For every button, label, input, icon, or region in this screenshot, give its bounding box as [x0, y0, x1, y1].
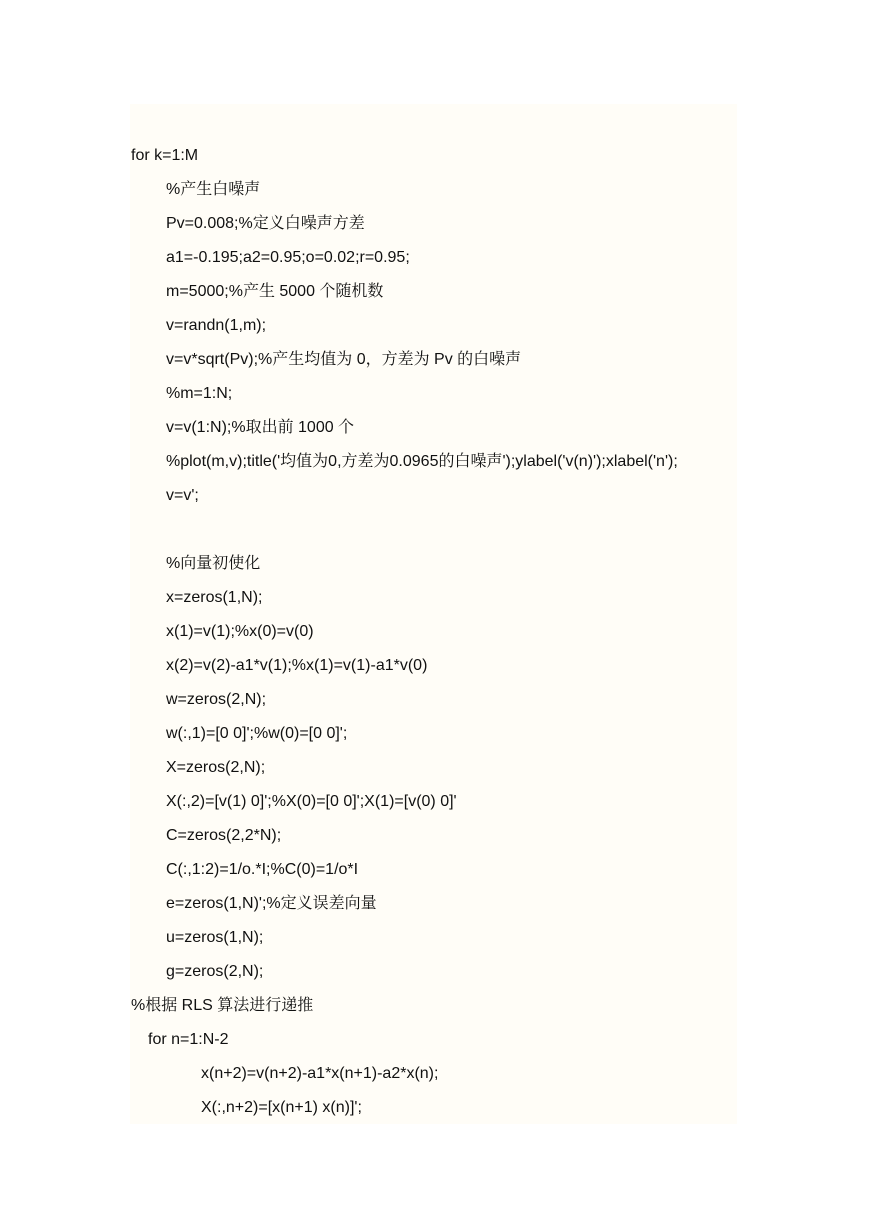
code-line-randn: v=randn(1,m);: [166, 317, 267, 334]
code-line-comment-plot: %plot(m,v);title('均值为0,方差为0.0965的白噪声');ylabel('v(n)');xlabel('n');: [166, 453, 678, 470]
code-line-x-recursion: x(n+2)=v(n+2)-a1*x(n+1)-a2*x(n);: [201, 1065, 439, 1082]
code-line-X-init: X(:,2)=[v(1) 0]';%X(0)=[0 0]';X(1)=[v(0) 0]': [166, 793, 457, 810]
code-line-x1: x(1)=v(1);%x(0)=v(0): [166, 623, 314, 640]
code-line-scale-v: v=v*sqrt(Pv);%产生均值为 0，方差为 Pv 的白噪声: [166, 351, 522, 368]
code-line-comment-white-noise: %产生白噪声: [166, 181, 261, 198]
code-line-u-zeros: u=zeros(1,N);: [166, 929, 264, 946]
code-line-C-zeros: C=zeros(2,2*N);: [166, 827, 282, 844]
code-line-truncate-v: v=v(1:N);%取出前 1000 个: [166, 419, 355, 436]
code-line-w-init: w(:,1)=[0 0]';%w(0)=[0 0]';: [166, 725, 348, 742]
code-line-for-k: for k=1:M: [131, 147, 199, 164]
code-line-g-zeros: g=zeros(2,N);: [166, 963, 264, 980]
code-line-C-init: C(:,1:2)=1/o.*I;%C(0)=1/o*I: [166, 861, 359, 878]
code-line-w-zeros: w=zeros(2,N);: [166, 691, 267, 708]
code-line-e-zeros: e=zeros(1,N)';%定义误差向量: [166, 895, 377, 912]
code-line-pv: Pv=0.008;%定义白噪声方差: [166, 215, 365, 232]
code-line-comment-init: %向量初使化: [166, 555, 261, 572]
code-line-X-zeros: X=zeros(2,N);: [166, 759, 266, 776]
code-line-X-update: X(:,n+2)=[x(n+1) x(n)]';: [201, 1099, 362, 1116]
code-line-comment-m: %m=1:N;: [166, 385, 233, 402]
code-line-x-zeros: x=zeros(1,N);: [166, 589, 263, 606]
code-line-x2: x(2)=v(2)-a1*v(1);%x(1)=v(1)-a1*v(0): [166, 657, 428, 674]
code-line-transpose-v: v=v';: [166, 487, 199, 504]
code-line-params: a1=-0.195;a2=0.95;o=0.02;r=0.95;: [166, 249, 410, 266]
code-block: [130, 104, 737, 1124]
code-line-m: m=5000;%产生 5000 个随机数: [166, 283, 384, 300]
code-line-comment-rls: %根据 RLS 算法进行递推: [131, 997, 314, 1014]
code-line-for-n: for n=1:N-2: [148, 1031, 229, 1048]
